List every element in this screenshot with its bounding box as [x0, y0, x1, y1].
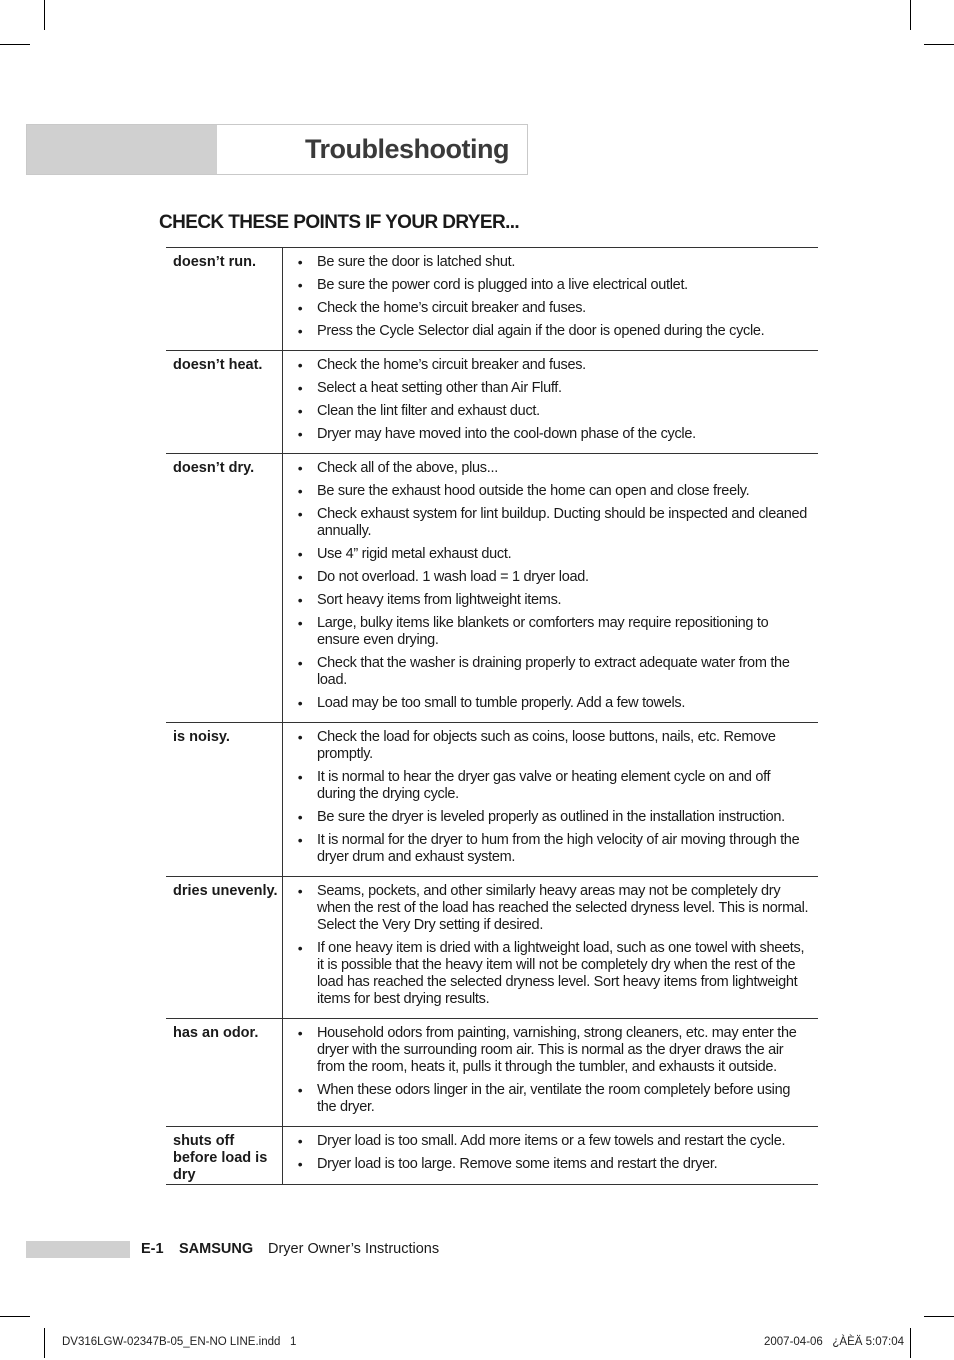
crop-mark: [924, 44, 954, 45]
crop-mark: [910, 0, 911, 30]
bullet-icon: •: [297, 357, 303, 373]
list-item: [283, 769, 818, 803]
remedy-text: Load may be too small to tumble properly. Add a few towels.: [317, 695, 686, 711]
footer-gray-bar: [26, 1241, 130, 1258]
list-item: [283, 1156, 818, 1173]
remedy-text: Be sure the exhaust hood outside the home can open and close freely.: [317, 483, 750, 499]
list-item: [283, 277, 818, 294]
remedy-text: Select a heat setting other than Air Fluff.: [317, 380, 562, 396]
bullet-icon: •: [297, 1082, 303, 1098]
remedy-text: Seams, pockets, and other similarly heavy areas may not be completely dry when the rest of the load has reached the selected dryness level. This is normal. Select the Very Dry setting if desired.: [317, 883, 809, 933]
bullet-icon: •: [297, 403, 303, 419]
bullet-icon: •: [297, 460, 303, 476]
symptom-label: doesn’t dry.: [166, 454, 283, 722]
bullet-icon: •: [297, 832, 303, 848]
bullet-icon: •: [297, 615, 303, 631]
list-item: [283, 940, 818, 1008]
table-row: [166, 351, 818, 454]
list-item: [283, 1082, 818, 1116]
remedy-text: It is normal to hear the dryer gas valve or heating element cycle on and off during the drying cycle.: [317, 769, 771, 802]
bullet-icon: •: [297, 1133, 303, 1149]
page-title: Troubleshooting: [305, 134, 509, 164]
slug-filename: DV316LGW-02347B-05_EN-NO LINE.indd 1: [62, 1336, 297, 1348]
remedy-text: Check that the washer is draining properly to extract adequate water from the load.: [317, 655, 790, 688]
bullet-icon: •: [297, 655, 303, 671]
list-item: [283, 655, 818, 689]
remedy-list: [283, 351, 818, 453]
bullet-icon: •: [297, 695, 303, 711]
remedy-text: Clean the lint filter and exhaust duct.: [317, 403, 540, 419]
remedy-text: Do not overload. 1 wash load = 1 dryer load.: [317, 569, 589, 585]
list-item: [283, 357, 818, 374]
page-title-block: [26, 124, 528, 175]
list-item: [283, 506, 818, 540]
remedy-text: Check the load for objects such as coins, loose buttons, nails, etc. Remove promptly.: [317, 729, 776, 762]
list-item: [283, 729, 818, 763]
remedy-list: [283, 1127, 818, 1184]
bullet-icon: •: [297, 506, 303, 522]
symptom-label: doesn’t heat.: [166, 351, 283, 453]
bullet-icon: •: [297, 300, 303, 316]
bullet-icon: •: [297, 1156, 303, 1172]
remedy-list: [283, 248, 818, 350]
symptom-label: shuts off before load is dry: [166, 1127, 283, 1184]
remedy-text: Use 4” rigid metal exhaust duct.: [317, 546, 512, 562]
section-heading: CHECK THESE POINTS IF YOUR DRYER...: [159, 212, 520, 233]
remedy-text: It is normal for the dryer to hum from the high velocity of air moving through the dryer drum and exhaust system.: [317, 832, 800, 865]
remedy-text: Check all of the above, plus...: [317, 460, 498, 476]
crop-mark: [44, 1328, 45, 1358]
bullet-icon: •: [297, 729, 303, 745]
crop-mark: [910, 1328, 911, 1358]
table-row: [166, 1127, 818, 1185]
crop-mark: [924, 1316, 954, 1317]
list-item: [283, 883, 818, 934]
bullet-icon: •: [297, 277, 303, 293]
remedy-list: [283, 454, 818, 722]
remedy-text: Large, bulky items like blankets or comforters may require repositioning to ensure even drying.: [317, 615, 769, 648]
remedy-list: [283, 723, 818, 876]
remedy-text: Press the Cycle Selector dial again if the door is opened during the cycle.: [317, 323, 765, 339]
remedy-text: Dryer load is too large. Remove some items and restart the dryer.: [317, 1156, 718, 1172]
remedy-text: Be sure the dryer is leveled properly as outlined in the installation instruction.: [317, 809, 785, 825]
crop-mark: [0, 44, 30, 45]
list-item: [283, 592, 818, 609]
list-item: [283, 809, 818, 826]
list-item: [283, 1133, 818, 1150]
bullet-icon: •: [297, 940, 303, 956]
remedy-text: If one heavy item is dried with a lightweight load, such as one towel with sheets, it is possible that the heavy item will not be completely dry when the rest of the load has reached the selected dryness level. Sort heavy items from lightweight items for best drying results.: [317, 940, 805, 1007]
bullet-icon: •: [297, 592, 303, 608]
remedy-text: Household odors from painting, varnishing, strong cleaners, etc. may enter the dryer with the surrounding room air. This is normal as the dryer draws the air from the room, heats it, pulls it through the tumbler, and exhausts it outside.: [317, 1025, 797, 1075]
list-item: [283, 1025, 818, 1076]
crop-mark: [0, 1316, 30, 1317]
remedy-text: Be sure the door is latched shut.: [317, 254, 516, 270]
slug-timestamp: 2007-04-06 ¿ÀÈÄ 5:07:04: [763, 1336, 904, 1348]
remedy-text: Check the home’s circuit breaker and fuses.: [317, 300, 586, 316]
symptom-label: doesn’t run.: [166, 248, 283, 350]
bullet-icon: •: [297, 426, 303, 442]
symptom-label: is noisy.: [166, 723, 283, 876]
brand-name: SAMSUNG: [179, 1241, 254, 1257]
list-item: [283, 380, 818, 397]
bullet-icon: •: [297, 323, 303, 339]
list-item: [283, 832, 818, 866]
title-gray-bar: [27, 125, 217, 174]
symptom-label: has an odor.: [166, 1019, 283, 1126]
remedy-text: Dryer load is too small. Add more items or a few towels and restart the cycle.: [317, 1133, 786, 1149]
list-item: [283, 254, 818, 271]
bullet-icon: •: [297, 883, 303, 899]
remedy-text: Check exhaust system for lint buildup. Ducting should be inspected and cleaned annually.: [317, 506, 808, 539]
bullet-icon: •: [297, 254, 303, 270]
list-item: [283, 403, 818, 420]
remedy-list: [283, 1019, 818, 1126]
bullet-icon: •: [297, 569, 303, 585]
list-item: [283, 323, 818, 340]
list-item: [283, 300, 818, 317]
symptom-label: dries unevenly.: [166, 877, 283, 1018]
remedy-text: Sort heavy items from lightweight items.: [317, 592, 562, 608]
page-number: E-1: [141, 1241, 164, 1257]
document-title: Dryer Owner’s Instructions: [268, 1241, 440, 1257]
remedy-list: [283, 877, 818, 1018]
list-item: [283, 546, 818, 563]
bullet-icon: •: [297, 809, 303, 825]
list-item: [283, 483, 818, 500]
list-item: [283, 615, 818, 649]
table-row: [166, 1019, 818, 1127]
remedy-text: Dryer may have moved into the cool-down phase of the cycle.: [317, 426, 696, 442]
list-item: [283, 569, 818, 586]
bullet-icon: •: [297, 483, 303, 499]
bullet-icon: •: [297, 546, 303, 562]
crop-mark: [44, 0, 45, 30]
remedy-text: Check the home’s circuit breaker and fuses.: [317, 357, 586, 373]
table-row: [166, 723, 818, 877]
table-row: [166, 454, 818, 723]
table-row: [166, 877, 818, 1019]
bullet-icon: •: [297, 1025, 303, 1041]
table-row: [166, 248, 818, 351]
remedy-text: When these odors linger in the air, ventilate the room completely before using the dryer.: [317, 1082, 791, 1115]
bullet-icon: •: [297, 769, 303, 785]
remedy-text: Be sure the power cord is plugged into a live electrical outlet.: [317, 277, 688, 293]
list-item: [283, 460, 818, 477]
troubleshooting-table: [166, 247, 818, 1185]
list-item: [283, 695, 818, 712]
bullet-icon: •: [297, 380, 303, 396]
list-item: [283, 426, 818, 443]
